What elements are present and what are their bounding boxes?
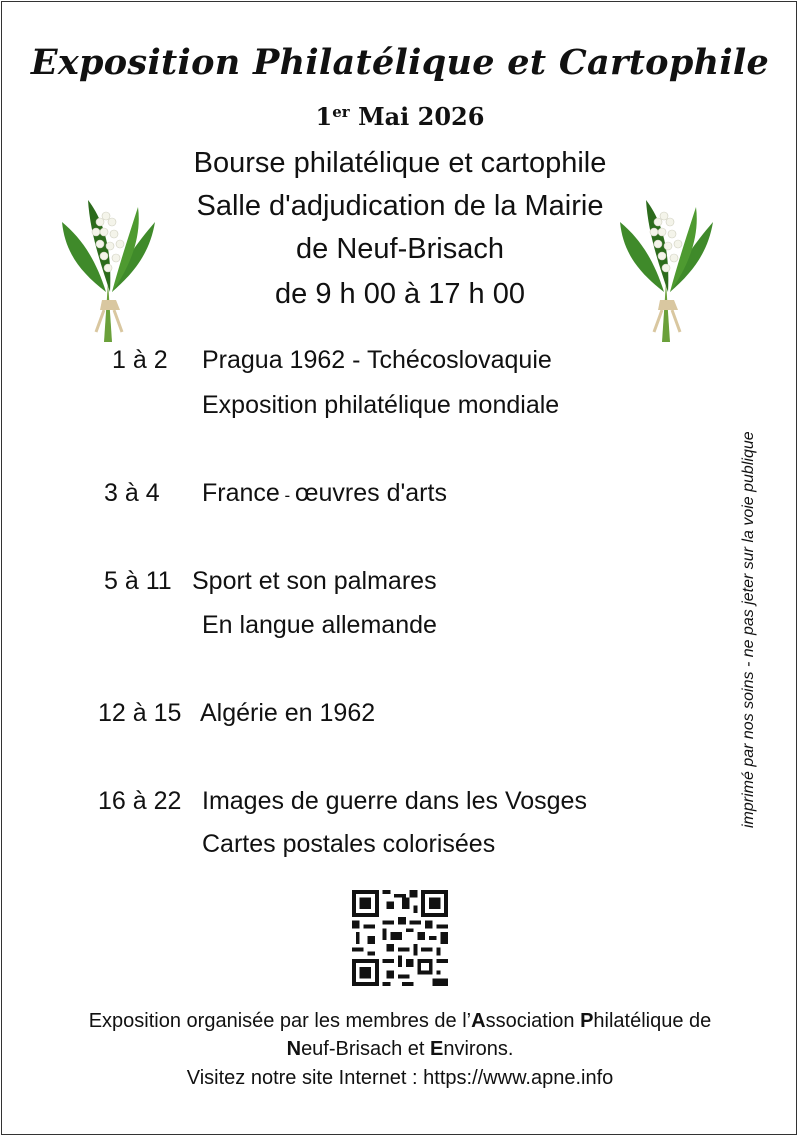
schedule-text: Pragua 1962 - Tchécoslovaquie [202,346,552,374]
footer-text: Exposition organisée par les membres de l’ [88,1010,472,1032]
schedule-text-b: œuvres d'arts [294,479,447,507]
footer-text: nvirons. [443,1038,514,1060]
footer-initial: A [471,1010,486,1032]
subtitle-line-4: de 9 h 00 à 17 h 00 [275,278,525,310]
subtitle-line-1: Bourse philatélique et cartophile [193,147,607,179]
schedule-text-2: Exposition philatélique mondiale [202,391,560,419]
footer-text: ssociation [485,1010,581,1032]
lily-of-the-valley-icon [618,192,718,352]
date-day: 1 [315,102,333,131]
footer-initial: E [430,1038,444,1060]
qr-code-icon [352,890,448,986]
schedule-range: 12 à 15 [98,699,182,727]
schedule-text-2: Cartes postales colorisées [202,830,496,858]
date-rest: Mai 2026 [358,102,485,131]
footer-text: hilatélique de [593,1010,712,1032]
schedule-range: 5 à 11 [104,567,172,595]
schedule-text: Sport et son palmares [192,567,437,595]
schedule-range: 3 à 4 [104,479,160,507]
footer-line-2 [2,1038,798,1061]
schedule-text: Images de guerre dans les Vosges [202,787,587,815]
footer-initial: P [580,1010,594,1032]
date-suffix: er [332,103,350,121]
schedule-text-a: France [202,479,280,507]
lily-of-the-valley-icon [60,192,160,352]
schedule-text [202,479,447,508]
event-date [2,102,798,131]
footer-line-1 [2,1010,798,1033]
footer-text: euf-Brisach et [301,1038,431,1060]
schedule-text-2: En langue allemande [202,611,437,639]
schedule-text: Algérie en 1962 [200,699,376,727]
side-note: imprimé par nos soins - ne pas jeter sur la voie publique [740,431,757,828]
subtitle-line-3: de Neuf-Brisach [296,233,504,265]
schedule-range: 1 à 2 [112,346,168,374]
schedule-range: 16 à 22 [98,787,182,815]
footer-website: Visitez notre site Internet : https://www.apne.info [186,1067,614,1089]
subtitle-line-2: Salle d'adjudication de la Mairie [196,190,604,222]
footer-initial: N [286,1038,302,1060]
schedule-dash: - [279,486,295,505]
poster-title: Exposition Philatélique et Cartophile [30,42,770,83]
poster-frame [1,1,797,1135]
